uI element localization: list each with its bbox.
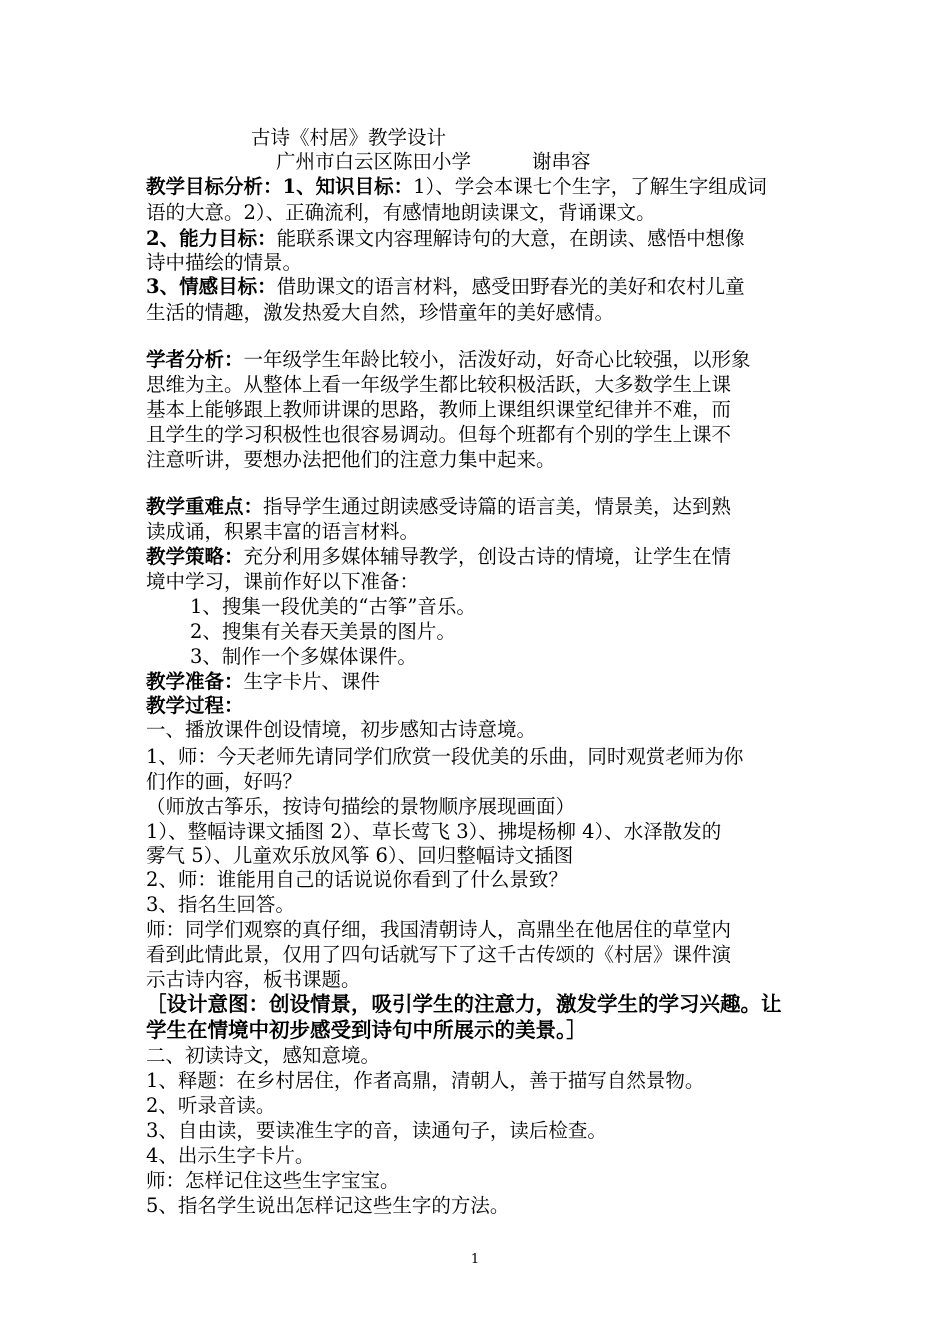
prep-text: 生字卡片、课件 — [243, 670, 381, 693]
process-line: （师放古筝乐，按诗句描绘的景物顺序展现画面） — [146, 795, 576, 818]
ability-line-2: 诗中描绘的情景。 — [146, 251, 303, 274]
strategy-line-1 — [146, 545, 731, 568]
learner-heading: 学者分析： — [146, 348, 244, 371]
ability-heading: 2、能力目标： — [146, 227, 277, 250]
goals-heading: 教学目标分析：1、知识目标： — [146, 175, 414, 198]
learner-text: 一年级学生年龄比较小，活泼好动，好奇心比较强，以形象 — [243, 348, 751, 371]
knowledge-goal-text: 1）、学会本课七个生字，了解生字组成词 — [413, 175, 767, 198]
difficulty-heading: 教学重难点： — [146, 495, 264, 518]
emotion-heading: 3、情感目标： — [146, 275, 277, 298]
design-intent-line-2: 学生在情境中初步感受到诗句中所展示的美景。］ — [146, 1018, 587, 1042]
strategy-text: 充分利用多媒体辅导教学，创设古诗的情境，让学生在情 — [243, 545, 732, 568]
design-intent-line-1: ［设计意图：创设情景，吸引学生的注意力，激发学生的学习兴趣。让 — [146, 992, 782, 1016]
process-line: 1、师：今天老师先请同学们欣赏一段优美的乐曲，同时观赏老师为你 — [146, 745, 744, 768]
process-line: 5、指名学生说出怎样记这些生字的方法。 — [146, 1194, 510, 1217]
process-line: 4、出示生字卡片。 — [146, 1144, 315, 1167]
difficulty-line-2: 读成诵，积累丰富的语言材料。 — [146, 520, 420, 543]
process-line: 1）、整幅诗课文插图 2）、草长莺飞 3）、拂堤杨柳 4）、水泽散发的 — [146, 820, 722, 843]
ability-text: 能联系课文内容理解诗句的大意，在朗读、感悟中想像 — [276, 227, 745, 250]
process-heading: 教学过程： — [146, 694, 244, 717]
strategy-item: 2、搜集有关春天美景的图片。 — [190, 620, 456, 643]
difficulty-text: 指导学生通过朗读感受诗篇的语言美，情景美，达到熟 — [263, 495, 732, 518]
learner-line-3: 基本上能够跟上教师讲课的思路，教师上课组织课堂纪律并不难，而 — [146, 398, 732, 421]
school-name: 广州市白云区陈田小学 — [276, 150, 472, 173]
difficulty-line-1 — [146, 495, 731, 518]
process-line: 3、指名生回答。 — [146, 893, 295, 916]
strategy-line-2: 境中学习，课前作好以下准备： — [146, 570, 420, 593]
process-line: 1、释题：在乡村居住，作者高鼎，清朝人，善于描写自然景物。 — [146, 1069, 705, 1092]
process-line: 看到此情此景，仅用了四句话就写下了这千古传颂的《村居》课件演 — [146, 943, 732, 966]
prep-heading: 教学准备： — [146, 670, 244, 693]
learner-line-2: 思维为主。从整体上看一年级学生都比较积极活跃，大多数学生上课 — [146, 373, 732, 396]
learner-line-4: 且学生的学习积极性也很容易调动。但每个班都有个别的学生上课不 — [146, 423, 732, 446]
process-line: 3、自由读，要读准生字的音，读通句子，读后检查。 — [146, 1119, 607, 1142]
process-line: 们作的画，好吗？ — [146, 770, 303, 793]
author-name: 谢串容 — [532, 150, 591, 173]
goals-line-2: 语的大意。2）、正确流利，有感情地朗读课文，背诵课文。 — [146, 201, 656, 224]
process-line: 2、师：谁能用自己的话说说你看到了什么景致？ — [146, 868, 568, 891]
process-line: 师：同学们观察的真仔细，我国清朝诗人，高鼎坐在他居住的草堂内 — [146, 918, 732, 941]
process-line: 2、听录音读。 — [146, 1094, 276, 1117]
emotion-text: 借助课文的语言材料，感受田野春光的美好和农村儿童 — [276, 275, 745, 298]
emotion-line-2: 生活的情趣，激发热爱大自然，珍惜童年的美好感情。 — [146, 301, 615, 324]
process-line: 二、初读诗文，感知意境。 — [146, 1044, 381, 1067]
goals-line-1 — [146, 175, 767, 198]
learner-line-5: 注意听讲，要想办法把他们的注意力集中起来。 — [146, 448, 556, 471]
page-number: 1 — [470, 1252, 480, 1267]
process-line: 示古诗内容，板书课题。 — [146, 968, 361, 991]
ability-line-1 — [146, 227, 745, 250]
process-line: 师：怎样记住这些生字宝宝。 — [146, 1169, 400, 1192]
emotion-line-1 — [146, 275, 745, 298]
doc-title: 古诗《村居》教学设计 — [251, 126, 447, 149]
strategy-item: 3、制作一个多媒体课件。 — [190, 645, 417, 668]
process-line: 一、播放课件创设情境，初步感知古诗意境。 — [146, 718, 537, 741]
strategy-heading: 教学策略： — [146, 545, 244, 568]
prep-line — [146, 670, 380, 693]
process-line: 雾气 5）、儿童欢乐放风筝 6）、回归整幅诗文插图 — [146, 844, 574, 867]
learner-line-1 — [146, 348, 751, 371]
strategy-item: 1、搜集一段优美的“古筝”音乐。 — [190, 595, 476, 618]
